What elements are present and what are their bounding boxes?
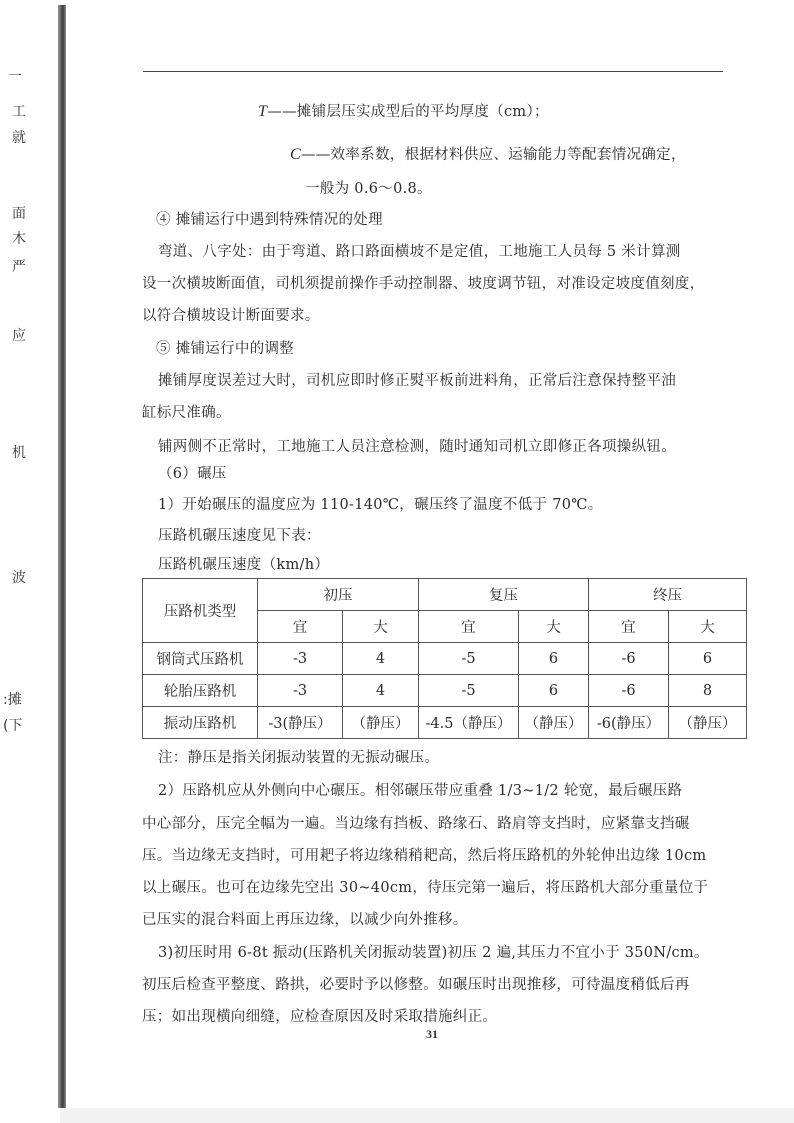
table-caption: 压路机碾压速度（km/h） (158, 557, 330, 573)
cell: （静压） (669, 707, 747, 739)
margin-fragment: 严 (12, 259, 26, 275)
cell: 4 (343, 643, 419, 675)
margin-fragment: 木 (12, 231, 26, 247)
paragraph-line: 设一次横坡断面值，司机须提前操作手动控制器、坡度调节钮，对准设定坡度值刻度， (142, 276, 705, 292)
header-group: 复压 (419, 579, 589, 611)
margin-fragment: 面 (12, 206, 26, 222)
cell: -5 (419, 675, 519, 707)
scan-binding-edge (58, 5, 66, 1108)
paragraph-line: 摊铺厚度误差过大时，司机应即时修正熨平板前进料角，正常后注意保持整平油 (158, 373, 676, 389)
subheader: 宜 (258, 611, 343, 643)
cell: （静压） (343, 707, 419, 739)
cell: 6 (669, 643, 747, 675)
margin-fragment: 机 (12, 445, 26, 461)
header-type: 压路机类型 (143, 579, 258, 643)
cell: -4.5（静压） (419, 707, 519, 739)
scan-bottom-strip (60, 1108, 794, 1123)
cell: 4 (343, 675, 419, 707)
definition-text: ——效率系数，根据材料供应、运输能力等配套情况确定， (300, 147, 686, 163)
definition-text: ——摊铺层压实成型后的平均厚度（cm）； (267, 104, 549, 120)
cell: -3 (258, 643, 343, 675)
cell: -3 (258, 675, 343, 707)
row-type: 钢筒式压路机 (143, 643, 258, 675)
margin-fragment: (下 (3, 718, 23, 734)
paragraph-line: 压。当边缘无支挡时，可用耙子将边缘稍稍耙高，然后将压路机的外轮伸出边缘 10cm (142, 848, 707, 864)
section-heading: （6）碾压 (158, 466, 227, 482)
margin-fragment: 应 (12, 328, 26, 344)
row-type: 轮胎压路机 (143, 675, 258, 707)
header-group: 终压 (589, 579, 747, 611)
subheader: 大 (343, 611, 419, 643)
table-row (143, 675, 747, 707)
subheader: 宜 (589, 611, 669, 643)
margin-fragment: 就 (12, 130, 26, 146)
cell: 8 (669, 675, 747, 707)
paragraph-line: 初压后检查平整度、路拱，必要时予以修整。如碾压时出现推移，可待温度稍低后再 (142, 977, 690, 993)
section-heading: ④ 摊铺运行中遇到特殊情况的处理 (156, 212, 383, 228)
symbol-t: T (258, 103, 268, 120)
margin-fragment: 一 (8, 69, 22, 85)
header-rule (143, 71, 723, 72)
page-number: 31 (426, 1027, 438, 1041)
definition-continuation: 一般为 0.6～0.8。 (305, 181, 432, 197)
row-type: 振动压路机 (143, 707, 258, 739)
subheader: 大 (669, 611, 747, 643)
table-intro: 压路机碾压速度见下表： (158, 528, 321, 544)
cell: -6(静压） (589, 707, 669, 739)
table-row (143, 643, 747, 675)
header-group: 初压 (258, 579, 419, 611)
cell: -5 (419, 643, 519, 675)
table-row (143, 707, 747, 739)
paragraph-line: 弯道、八字处：由于弯道、路口路面横坡不是定值，工地施工人员每 5 米计算测 (158, 244, 681, 260)
paragraph-line: 以符合横坡设计断面要求。 (142, 308, 320, 324)
definition-c (290, 143, 686, 164)
paragraph-line: 铺两侧不正常时，工地施工人员注意检测，随时通知司机立即修正各项操纵钮。 (158, 439, 676, 455)
margin-fragment: 工 (12, 104, 26, 120)
table-note: 注：静压是指关闭振动装置的无振动碾压。 (158, 750, 440, 766)
paragraph-line: 压；如出现横向细缝，应检查原因及时采取措施纠正。 (142, 1009, 498, 1025)
subheader: 宜 (419, 611, 519, 643)
paragraph-line: 3)初压时用 6-8t 振动(压路机关闭振动装置)初压 2 遍,其压力不宜小于 350N/cm。 (158, 945, 709, 961)
cell: 6 (519, 675, 589, 707)
cell: （静压） (519, 707, 589, 739)
paragraph-line: 以上碾压。也可在边缘先空出 30~40cm，待压完第一遍后，将压路机大部分重量位于 (142, 880, 709, 896)
paragraph-line: 已压实的混合料面上再压边缘，以减少向外推移。 (142, 912, 468, 928)
paragraph-line: 1）开始碾压的温度应为 110-140℃，碾压终了温度不低于 70℃。 (158, 497, 603, 513)
cell: -3(静压） (258, 707, 343, 739)
paragraph-line: 缸标尺准确。 (142, 405, 231, 421)
subheader: 大 (519, 611, 589, 643)
roller-speed-table (142, 578, 747, 739)
margin-fragment: :摊 (3, 692, 22, 708)
table-header-row (143, 579, 747, 611)
paragraph-line: 2）压路机应从外侧向中心碾压。相邻碾压带应重叠 1/3~1/2 轮宽，最后碾压路 (158, 783, 683, 799)
cell: 6 (519, 643, 589, 675)
paragraph-line: 中心部分，压完全幅为一遍。当边缘有挡板、路缘石、路肩等支挡时，应紧靠支挡碾 (142, 816, 690, 832)
symbol-c: C (290, 146, 301, 163)
definition-t (258, 100, 549, 121)
section-heading: ⑤ 摊铺运行中的调整 (156, 341, 295, 357)
cell: -6 (589, 643, 669, 675)
cell: -6 (589, 675, 669, 707)
margin-fragment: 波 (12, 570, 26, 586)
